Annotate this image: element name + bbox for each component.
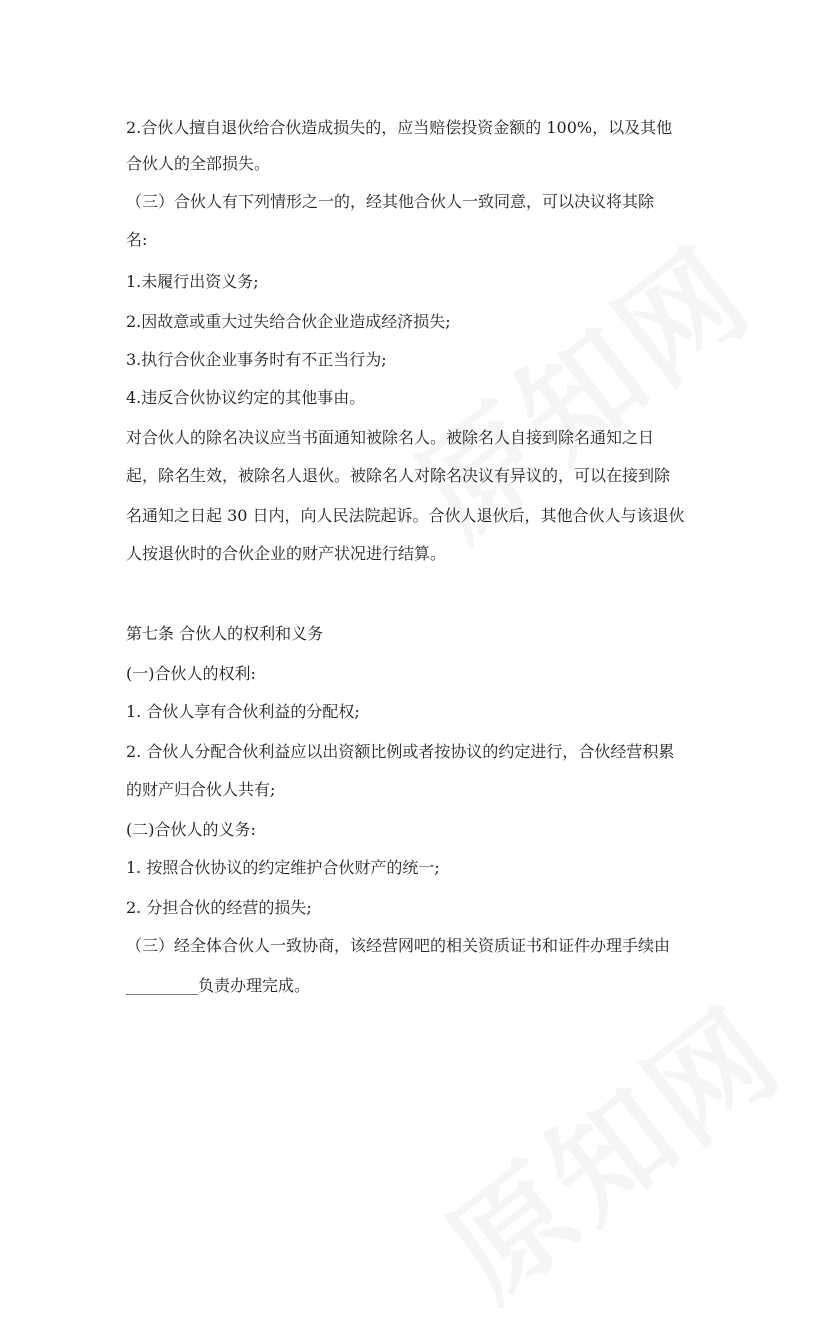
paragraph-line: _________负责办理完成。	[126, 976, 311, 995]
paragraph-line: 名通知之日起 30 日内，向人民法院起诉。合伙人退伙后，其他合伙人与该退伙	[126, 506, 685, 525]
section-heading: 第七条 合伙人的权利和义务	[126, 624, 324, 643]
list-item: 2. 合伙人分配合伙利益应以出资额比例或者按协议的约定进行，合伙经营积累	[126, 742, 675, 761]
watermark	[407, 962, 811, 1330]
paragraph-line: （三）经全体合伙人一致协商，该经营网吧的相关资质证书和证件办理手续由	[126, 936, 671, 955]
paragraph-line: 合伙人的全部损失。	[126, 154, 271, 173]
list-item: 1. 合伙人享有合伙利益的分配权;	[126, 702, 360, 721]
paragraph-line: 名:	[126, 230, 148, 249]
subsection-heading: (二)合伙人的义务:	[126, 820, 256, 839]
list-item: 2. 分担合伙的经营的损失;	[126, 898, 312, 917]
paragraph-line: 对合伙人的除名决议应当书面通知被除名人。被除名人自接到除名通知之日	[126, 428, 655, 447]
paragraph-line: 2.合伙人擅自退伙给合伙造成损失的，应当赔偿投资金额的 100%，以及其他	[126, 118, 673, 137]
list-item: 1. 按照合伙协议的约定维护合伙财产的统一;	[126, 858, 440, 877]
list-item: 4.违反合伙协议约定的其他事由。	[126, 388, 366, 407]
subsection-heading: (一)合伙人的权利:	[126, 664, 256, 683]
paragraph-line: 的财产归合伙人共有;	[126, 780, 276, 799]
list-item: 2.因故意或重大过失给合伙企业造成经济损失;	[126, 312, 451, 331]
list-item: 3.执行合伙企业事务时有不正当行为;	[126, 350, 387, 369]
paragraph-line: 起，除名生效，被除名人退伙。被除名人对除名决议有异议的，可以在接到除	[126, 466, 671, 485]
list-item: 1.未履行出资义务;	[126, 272, 259, 291]
paragraph-line: 人按退伙时的合伙企业的财产状况进行结算。	[126, 544, 447, 563]
paragraph-line: （三）合伙人有下列情形之一的，经其他合伙人一致同意，可以决议将其除	[126, 192, 655, 211]
